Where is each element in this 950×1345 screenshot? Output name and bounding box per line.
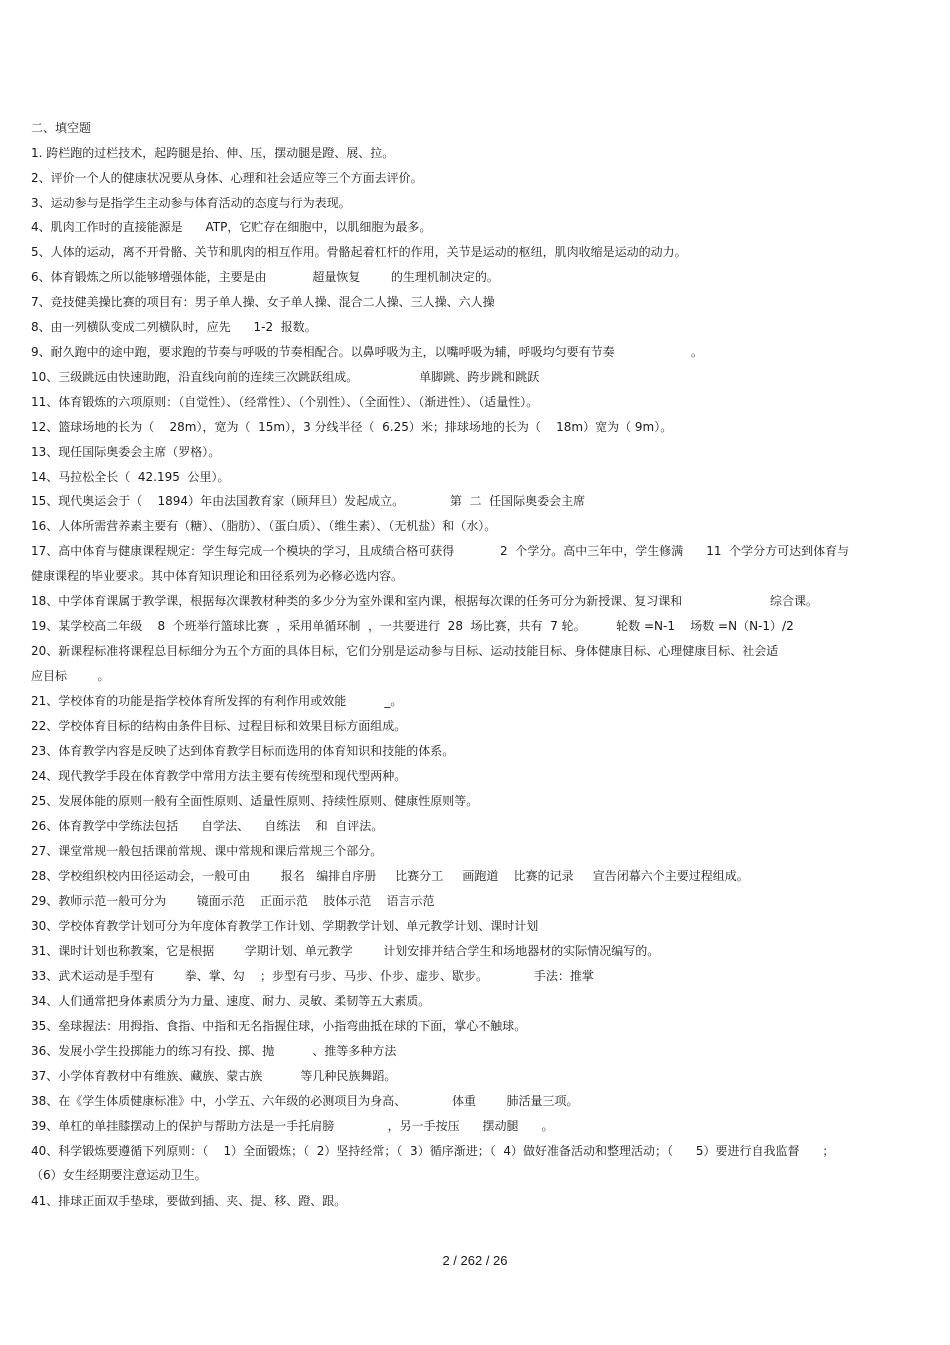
text-line: 34、人们通常把身体素质分为力量、速度、耐力、灵敏、柔韧等五大素质。 [31,994,431,1008]
text-line: 17、高中体育与健康课程规定：学生每完成一个模块的学习，且成绩合格可获得 2 个学分。高中三年中，学生修满 11 个学分方可达到体育与 [31,544,850,558]
text-line: 35、垒球握法：用拇指、食指、中指和无名指握住球，小指弯曲抵在球的下面，掌心不触球。 [31,1019,527,1033]
text-line: 30、学校体育教学计划可分为年度体育教学工作计划、学期教学计划、单元教学计划、课时计划 [31,919,539,933]
text-line: 应目标 。 [31,669,110,683]
text-line: 19、某学校高二年级 8 个班举行篮球比赛 ，采用单循环制 ，一共要进行 28 场比赛，共有 7 轮。 轮数 =N-1 场数 =N（N-1）/2 [31,619,794,633]
text-line: 37、小学体育教材中有维族、藏族、蒙古族 等几种民族舞蹈。 [31,1069,397,1083]
text-line: 29、教师示范一般可分为 镜面示范 正面示范 肢体示范 语言示范 [31,894,435,908]
text-line: 12、篮球场地的长为（ 28m），宽为（ 15m），3 分线半径（ 6.25）米；排球场地的长为（ 18m）宽为（ 9m）。 [31,420,673,434]
page-number: 2 / 262 / 26 [442,1253,508,1268]
text-line: 26、体育教学中学练法包括 自学法、 自练法 和 自评法。 [31,819,384,833]
text-line: 25、发展体能的原则一般有全面性原则、适量性原则、持续性原则、健康性原则等。 [31,794,479,808]
text-line: 27、课堂常规一般包括课前常规、课中常规和课后常规三个部分。 [31,844,383,858]
text-line: 5、人体的运动，离不开骨骼、关节和肌肉的相互作用。骨骼起着杠杆的作用，关节是运动的枢纽，肌肉收缩是运动的动力。 [31,245,687,259]
text-line: 2、评价一个人的健康状况要从身体、心理和社会适应等三个方面去评价。 [31,171,423,185]
text-line: 4、肌肉工作时的直接能源是 ATP，它贮存在细胞中，以肌细胞为最多。 [31,220,432,234]
text-line: 40、科学锻炼要遵循下列原则：（ 1）全面锻炼；（ 2）坚持经常；（ 3）循序渐进；（ 4）做好准备活动和整理活动；（ 5）要进行自我监督 ； [31,1144,835,1158]
text-line: 38、在《学生体质健康标准》中，小学五、六年级的必测项目为身高、 体重 肺活量三项。 [31,1094,579,1108]
text-line: （6）女生经期要注意运动卫生。 [31,1168,207,1182]
text-line: 7、竞技健美操比赛的项目有：男子单人操、女子单人操、混合二人操、三人操、六人操 [31,295,495,309]
text-line: 20、新课程标准将课程总目标细分为五个方面的具体目标，它们分别是运动参与目标、运动技能目标、身体健康目标、心理健康目标、社会适 [31,644,779,658]
text-line: 16、人体所需营养素主要有（糖）、（脂肪）、（蛋白质）、（维生素）、（无机盐）和（水）。 [31,519,497,533]
text-line: 24、现代教学手段在体育教学中常用方法主要有传统型和现代型两种。 [31,769,407,783]
text-line: 23、体育教学内容是反映了达到体育教学目标而选用的体育知识和技能的体系。 [31,744,455,758]
text-line: 14、马拉松全长（ 42.195 公里）。 [31,470,230,484]
text-line: 41、排球正面双手垫球，要做到插、夹、提、移、蹬、跟。 [31,1194,347,1208]
text-line: 9、耐久跑中的途中跑，要求跑的节奏与呼吸的节奏相配合。以鼻呼吸为主，以嘴呼吸为辅，呼吸均匀要有节奏 。 [31,345,703,359]
text-line: 36、发展小学生投掷能力的练习有投、掷、抛 、推等多种方法 [31,1044,397,1058]
text-line: 28、学校组织校内田径运动会，一般可由 报名 编排自序册 比赛分工 画跑道 比赛的记录 宣告闭幕六个主要过程组成。 [31,869,749,883]
text-line: 11、体育锻炼的六项原则：（自觉性）、（经常性）、（个别性）、（全面性）、（渐进性）、（适量性）。 [31,395,539,409]
text-line: 3、运动参与是指学生主动参与体育活动的态度与行为表现。 [31,196,351,210]
text-line: 健康课程的毕业要求。其中体育知识理论和田径系列为必修必选内容。 [31,569,404,583]
text-line: 1. 跨栏跑的过栏技术，起跨腿是抬、伸、压，摆动腿是蹬、展、拉。 [31,146,395,160]
text-line: 31、课时计划也称教案，它是根据 学期计划、单元教学 计划安排并结合学生和场地器材的实际情况编写的。 [31,944,660,958]
section-heading: 二、填空题 [31,121,92,135]
text-line: 15、现代奥运会于（ 1894）年由法国教育家（顾拜旦）发起成立。 第 二 任国际奥委会主席 [31,494,586,508]
text-line: 10、三级跳远由快速助跑，沿直线向前的连续三次跳跃组成。 单脚跳、跨步跳和跳跃 [31,370,540,384]
text-line: 8、由一列横队变成二列横队时，应先 1-2 报数。 [31,320,317,334]
text-line: 6、体育锻炼之所以能够增强体能，主要是由 超量恢复 的生理机制决定的。 [31,270,499,284]
text-line: 21、学校体育的功能是指学校体育所发挥的有利作用或效能 _。 [31,694,403,708]
text-line: 39、单杠的单挂膝摆动上的保护与帮助方法是一手托肩膀 ，另一手按压 摆动腿 。 [31,1119,554,1133]
text-line: 33、武术运动是手型有 拳、掌、勾 ；步型有弓步、马步、仆步、虚步、歇步。 手法：推掌 [31,969,594,983]
text-line: 18、中学体育课属于教学课，根据每次课教材种类的多少分为室外课和室内课，根据每次课的任务可分为新授课、复习课和 综合课。 [31,594,819,608]
text-line: 22、学校体育目标的结构由条件目标、过程目标和效果目标方面组成。 [31,719,407,733]
text-line: 13、现任国际奥委会主席（罗格）。 [31,445,221,459]
